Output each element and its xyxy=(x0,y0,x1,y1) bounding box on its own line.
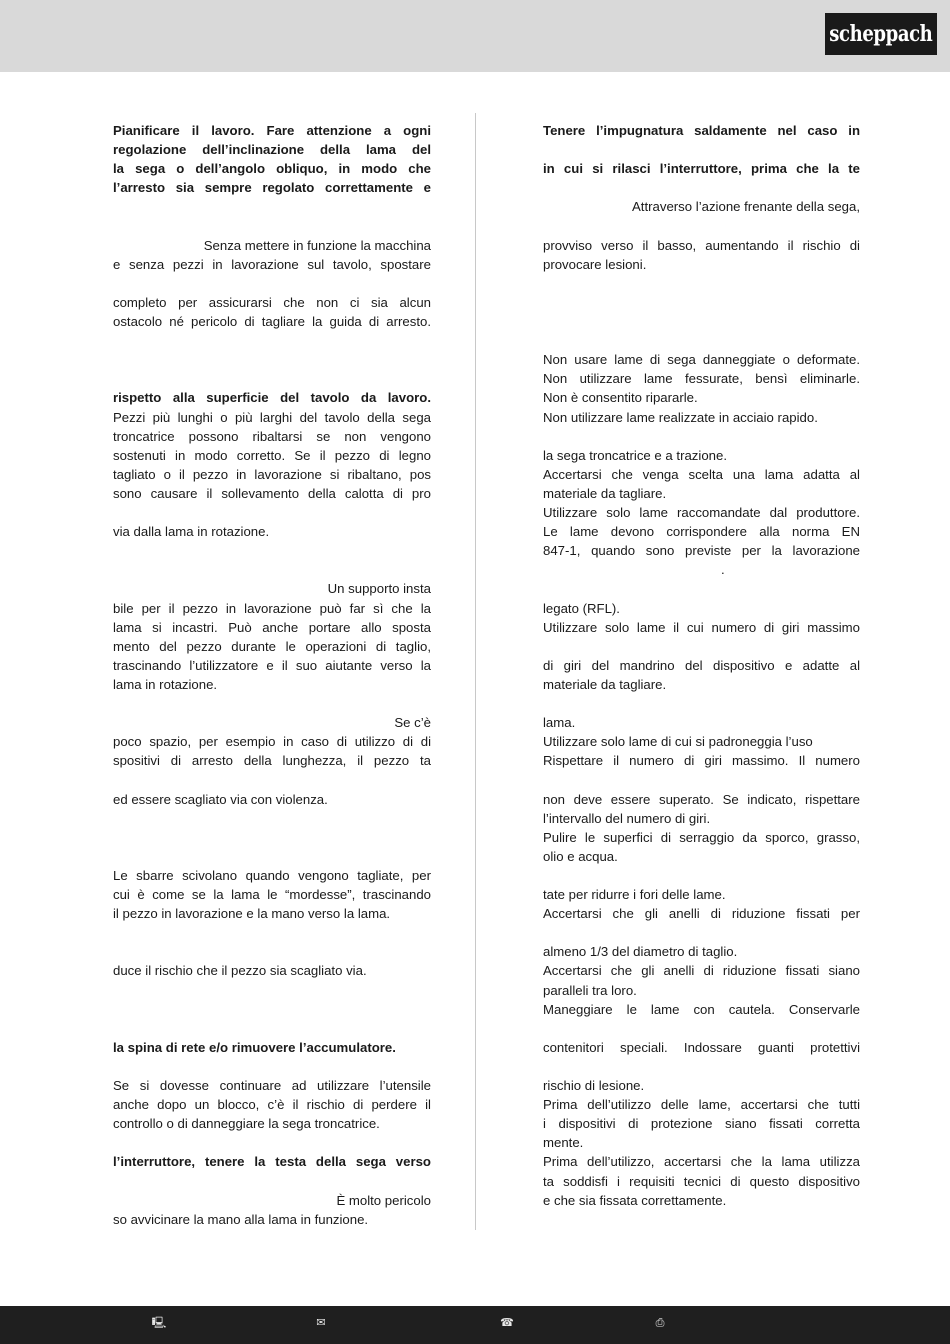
text-line: Non utilizzare lame realizzate in acciaio rapido. xyxy=(543,409,818,425)
text-line: Non è consentito ripararle. xyxy=(543,390,698,406)
text-line: almeno 1/3 del diametro di taglio. xyxy=(543,944,738,960)
text-line: regolazione dell’inclinazione della lama del xyxy=(113,142,431,158)
text-line: lama in rotazione. xyxy=(113,676,218,692)
text-line: materiale da tagliare. xyxy=(543,676,667,692)
text-line: Pulire le superfici di serraggio da sporco, grasso, xyxy=(543,829,860,845)
text-line: Utilizzare solo lame raccomandate dal produttore. xyxy=(543,505,860,520)
text-line: trascinando l’utilizzatore e il suo aiutante verso la xyxy=(113,657,431,673)
text-line: provocare lesioni. xyxy=(543,256,647,272)
text-line: Rispettare il numero di giri massimo. Il numero xyxy=(543,753,860,769)
text-line: l’intervallo del numero di giri. xyxy=(543,810,711,826)
text-line: Pianificare il lavoro. Fare attenzione a ogni xyxy=(113,123,431,138)
text-line: Accertarsi che venga scelta una lama adatta al xyxy=(543,466,860,482)
text-line: Senza mettere in funzione la macchina xyxy=(203,237,431,253)
text-line: rischio di lesione. xyxy=(543,1078,645,1093)
text-line: È molto pericolo xyxy=(336,1192,431,1208)
text-line: ta soddisfi i requisiti tecnici di questo dispositivo xyxy=(543,1173,860,1189)
text-line: in cui si rilasci l’interruttore, prima che la te xyxy=(543,161,860,177)
text-line: rispetto alla superficie del tavolo da lavoro. xyxy=(113,390,431,406)
text-line: e che sia fissata correttamente. xyxy=(543,1192,727,1208)
text-line: materiale da tagliare. xyxy=(543,485,667,501)
text-line: paralleli tra loro. xyxy=(543,982,637,998)
text-line: Pezzi più lunghi o più larghi del tavolo della sega xyxy=(113,409,431,425)
text-line: cui è come se la lama le “mordesse”, trascinando xyxy=(113,887,431,902)
text-line: non deve essere superato. Se indicato, rispettare xyxy=(543,791,860,807)
text-line: Tenere l’impugnatura saldamente nel caso in xyxy=(543,123,860,138)
text-line: tate per ridurre i fori delle lame. xyxy=(543,887,726,902)
text-line: Le sbarre scivolano quando vengono tagliate, per xyxy=(113,867,431,883)
header-band xyxy=(0,0,950,72)
column-divider xyxy=(475,113,476,1230)
text-line: Se c’è xyxy=(394,715,431,731)
text-line: la sega o dell’angolo obliquo, in modo che xyxy=(113,161,431,177)
phone-icon: ☎ xyxy=(500,1316,514,1329)
text-line: Se si dovesse continuare ad utilizzare l’utensile xyxy=(113,1078,431,1093)
text-line: di giri del mandrino del dispositivo e adatte al xyxy=(543,657,860,673)
text-line: 847-1, quando sono previste per la lavorazione xyxy=(543,543,860,559)
text-line: sono causare il sollevamento della calotta di pro xyxy=(113,485,431,501)
text-line: l’interruttore, tenere la testa della sega verso xyxy=(113,1154,431,1170)
footer-bar xyxy=(0,1306,950,1344)
text-line: Non usare lame di sega danneggiate o deformate. xyxy=(543,352,860,368)
text-line: Maneggiare le lame con cautela. Conservarle xyxy=(543,1001,860,1017)
text-line: mento del pezzo durante le operazioni di taglio, xyxy=(113,638,431,654)
text-line: bile per il pezzo in lavorazione può far sì che la xyxy=(113,600,431,616)
brand-logo-text: scheppach xyxy=(829,21,933,47)
text-line: duce il rischio che il pezzo sia scagliato via. xyxy=(113,963,367,979)
text-line: l’arresto sia sempre regolato correttamente e xyxy=(113,180,431,196)
text-line: la spina di rete e/o rimuovere l’accumulatore. xyxy=(113,1039,396,1055)
text-line: sostenuti in modo corretto. Se il pezzo di legno xyxy=(113,447,431,463)
text-line: mente. xyxy=(543,1135,584,1151)
text-line: Prima dell’utilizzo, accertarsi che la lama utilizza xyxy=(543,1154,860,1170)
text-line: legato (RFL). xyxy=(543,600,620,616)
text-line: Accertarsi che gli anelli di riduzione fissati siano xyxy=(543,963,860,979)
text-line: completo per assicurarsi che non ci sia alcun xyxy=(113,294,431,310)
text-line: i dispositivi di protezione siano fissati corretta xyxy=(543,1116,860,1132)
text-line: anche dopo un blocco, c’è il rischio di perdere il xyxy=(113,1097,431,1113)
text-line: Utilizzare solo lame di cui si padroneggia l’uso xyxy=(543,734,813,750)
text-line: so avvicinare la mano alla lama in funzione. xyxy=(113,1211,369,1227)
text-line: contenitori speciali. Indossare guanti protettivi xyxy=(543,1039,860,1055)
text-line: lama si incastri. Può anche portare allo sposta xyxy=(113,619,431,635)
text-line: Un supporto insta xyxy=(327,581,431,597)
text-line: e senza pezzi in lavorazione sul tavolo, spostare xyxy=(113,256,431,272)
brand-logo xyxy=(825,13,937,55)
text-line: il pezzo in lavorazione e la mano verso la lama. xyxy=(113,906,391,922)
text-line: lama. xyxy=(543,715,576,731)
text-line: olio e acqua. xyxy=(543,848,618,864)
text-line: troncatrice possono ribaltarsi se non vengono xyxy=(113,428,431,444)
computer-icon: 🖳 xyxy=(151,1316,167,1329)
text-line: Non utilizzare lame fessurate, bensì eliminarle. xyxy=(543,371,860,387)
text-line: via dalla lama in rotazione. xyxy=(113,524,270,540)
fax-icon: ⎙ xyxy=(655,1316,665,1329)
text-line: poco spazio, per esempio in caso di utilizzo di di xyxy=(113,734,431,750)
text-line: ed essere scagliato via con violenza. xyxy=(113,791,328,807)
text-line: ostacolo né pericolo di tagliare la guida di arresto. xyxy=(113,314,431,329)
text-line: Prima dell’utilizzo delle lame, accertarsi che tutti xyxy=(543,1097,860,1113)
text-line: . xyxy=(721,562,725,578)
text-line: Accertarsi che gli anelli di riduzione fissati per xyxy=(543,906,860,922)
text-line: tagliato o il pezzo in lavorazione si ribaltano, pos xyxy=(113,466,431,482)
text-line: provviso verso il basso, aumentando il rischio di xyxy=(543,237,860,253)
text-line: Utilizzare solo lame il cui numero di giri massimo xyxy=(543,619,860,635)
text-line: Attraverso l’azione frenante della sega, xyxy=(632,199,860,215)
email-icon: ✉ xyxy=(316,1316,326,1329)
text-line: Le lame devono corrispondere alla norma EN xyxy=(543,524,860,540)
text-line: spositivi di arresto della lunghezza, il pezzo ta xyxy=(113,753,431,769)
text-line: la sega troncatrice e a trazione. xyxy=(543,447,727,463)
text-line: controllo o di danneggiare la sega troncatrice. xyxy=(113,1116,380,1132)
